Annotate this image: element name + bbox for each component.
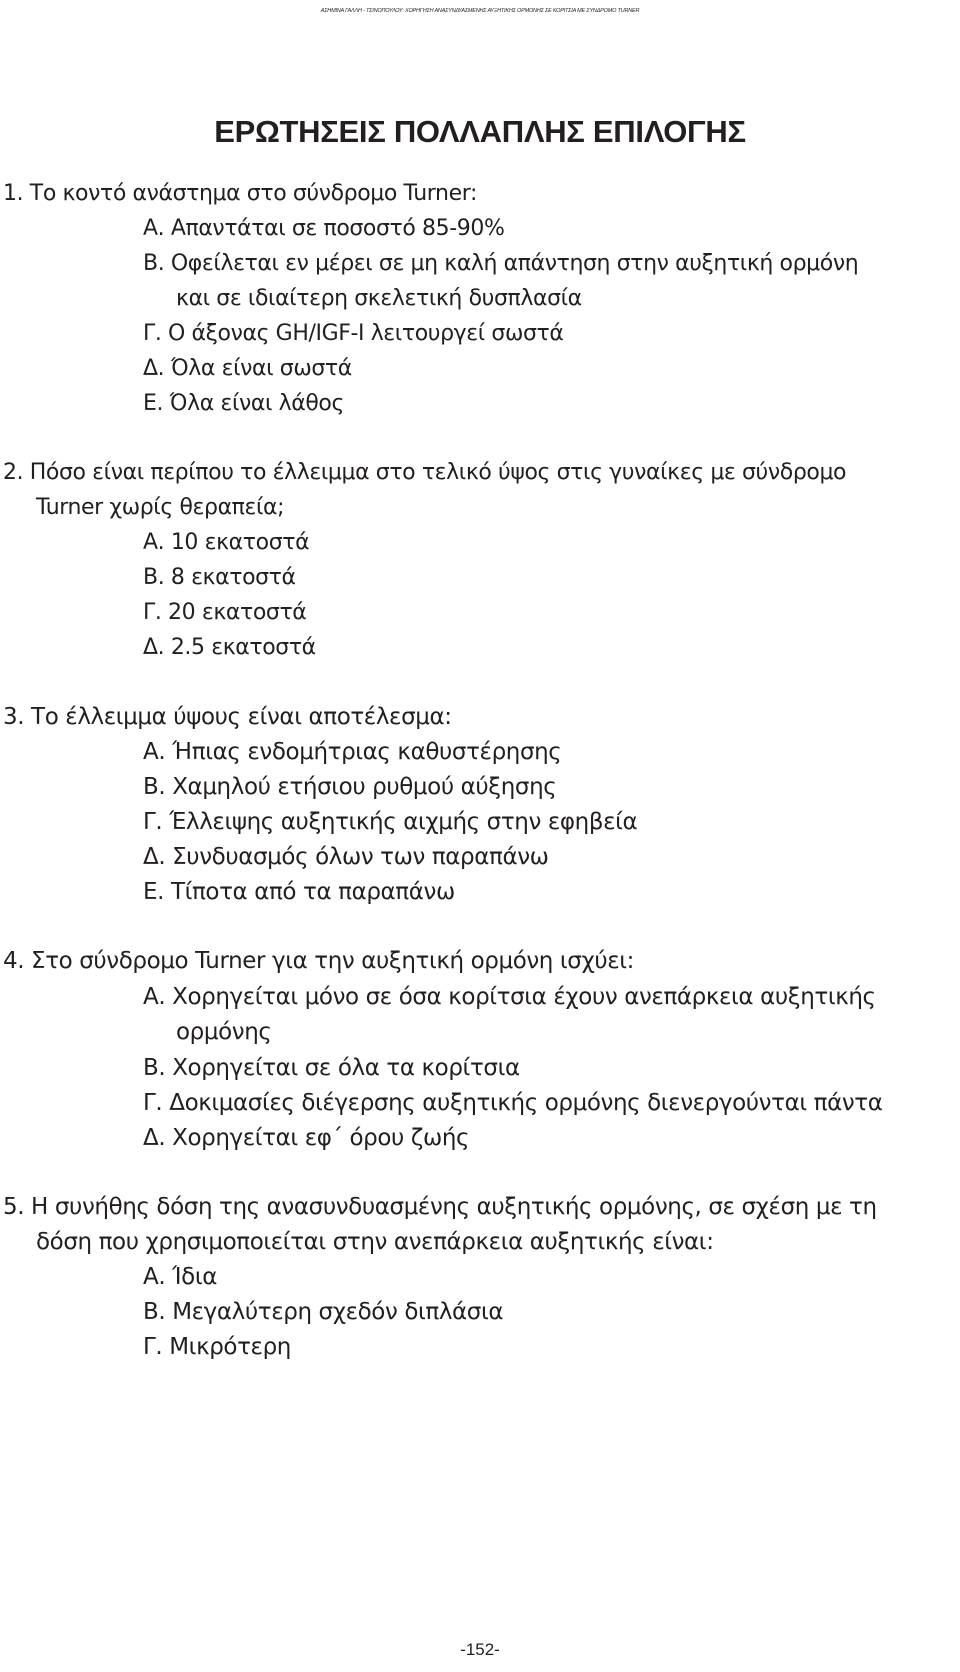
- option-b-cont: και σε ιδιαίτερη σκελετική δυσπλασία: [176, 286, 582, 311]
- option-a: Α. 10 εκατοστά: [143, 530, 310, 555]
- option-a: Α. Απαντάται σε ποσοστό 85-90%: [143, 216, 505, 241]
- option-b: Β. Χορηγείται σε όλα τα κορίτσια: [143, 1055, 520, 1081]
- question-text: 1. Το κοντό ανάστημα στο σύνδρομο Turner:: [3, 181, 477, 206]
- section-title: ΕΡΩΤΗΣΕΙΣ ΠΟΛΛΑΠΛΗΣ ΕΠΙΛΟΓΗΣ: [214, 114, 746, 149]
- option-b: Β. Μεγαλύτερη σχεδόν διπλάσια: [143, 1299, 504, 1325]
- option-b: Β. 8 εκατοστά: [143, 565, 296, 590]
- option-d: Δ. Χορηγείται εφ΄ όρου ζωής: [143, 1125, 470, 1151]
- question-text: 4. Στο σύνδρομο Turner για την αυξητική ορμόνη ισχύει:: [3, 948, 635, 974]
- option-a: Α. Ίδια: [143, 1264, 217, 1290]
- option-e: Ε. Τίποτα από τα παραπάνω: [143, 879, 455, 905]
- option-d: Δ. Όλα είναι σωστά: [143, 356, 352, 381]
- option-c: Γ. 20 εκατοστά: [143, 600, 307, 625]
- option-a: Α. Ήπιας ενδομήτριας καθυστέρησης: [143, 739, 562, 765]
- option-b: Β. Οφείλεται εν μέρει σε μη καλή απάντηση στην αυξητική ορμόνη: [143, 251, 859, 276]
- question-text: 3. Το έλλειμμα ύψους είναι αποτέλεσμα:: [3, 704, 452, 730]
- running-header: ΑΣΗΜΙΝΑ ΓΑΛΛΗ - ΤΣΙΝΟΠΟΥΛΟΥ: ΧΟΡΗΓΗΣΗ ΑΝΑΣΥΝΔΥΑΣΜΕΝΗΣ ΑΥΞΗΤΙΚΗΣ ΟΡΜΟΝΗΣ ΣΕ ΚΟΡΙΤΣΙΑ ΜΕ ΣΥΝΔΡΟΜΟ TURNER: [320, 8, 640, 14]
- option-a: Α. Χορηγείται μόνο σε όσα κορίτσια έχουν ανεπάρκεια αυξητικής: [143, 984, 876, 1010]
- question-text: 2. Πόσο είναι περίπου το έλλειμμα στο τελικό ύψος στις γυναίκες με σύνδρομο: [3, 460, 847, 485]
- question-text: 5. Η συνήθης δόση της ανασυνδυασμένης αυξητικής ορμόνης, σε σχέση με τη: [3, 1194, 877, 1220]
- question-text-cont: Turner χωρίς θεραπεία;: [36, 495, 285, 520]
- question-text-cont: δόση που χρησιμοποιείται στην ανεπάρκεια αυξητικής είναι:: [36, 1229, 714, 1255]
- page-number: -152-: [460, 1640, 500, 1659]
- option-a-cont: ορμόνης: [176, 1019, 272, 1045]
- option-c: Γ. Δοκιμασίες διέγερσης αυξητικής ορμόνης διενεργούνται πάντα: [143, 1090, 883, 1116]
- option-d: Δ. 2.5 εκατοστά: [143, 635, 316, 660]
- option-d: Δ. Συνδυασμός όλων των παραπάνω: [143, 844, 549, 870]
- option-c: Γ. Μικρότερη: [143, 1334, 291, 1360]
- option-b: Β. Χαμηλού ετήσιου ρυθμού αύξησης: [143, 774, 557, 800]
- option-c: Γ. Ο άξονας GH/IGF-I λειτουργεί σωστά: [143, 321, 564, 346]
- option-c: Γ. Έλλειψης αυξητικής αιχμής στην εφηβεία: [143, 809, 638, 835]
- option-e: Ε. Όλα είναι λάθος: [143, 391, 344, 416]
